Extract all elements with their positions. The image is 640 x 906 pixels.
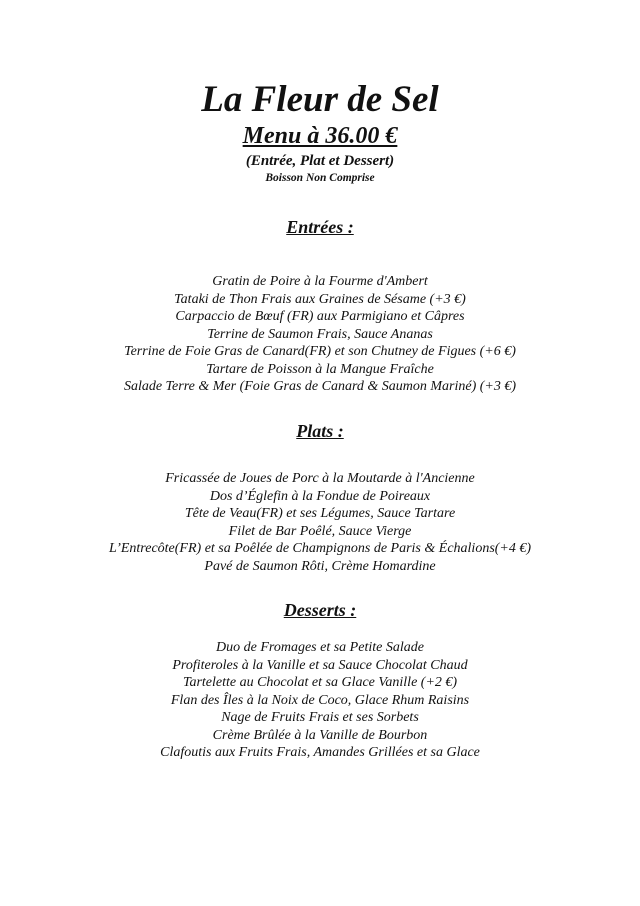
plat-item: Filet de Bar Poêlé, Sauce Vierge	[228, 523, 412, 539]
menu-composition: (Entrée, Plat et Dessert)	[245, 153, 395, 169]
plat-item: Fricassée de Joues de Porc à la Moutarde à l'Ancienne	[165, 471, 475, 486]
entrees-heading	[0, 216, 640, 238]
entree-item: Terrine de Saumon Frais, Sauce Ananas	[207, 326, 433, 342]
desserts-heading-text: Desserts :	[283, 600, 357, 620]
entree-item: Tartare de Poisson à la Mangue Fraîche	[206, 361, 434, 377]
plat-item: Pavé de Saumon Rôti, Crème Homardine	[204, 558, 436, 574]
plats-heading	[0, 420, 640, 442]
dessert-item: Crème Brûlée à la Vanille de Bourbon	[212, 727, 428, 743]
restaurant-name: La Fleur de Sel	[201, 79, 439, 120]
plats-heading-text: Plats :	[296, 421, 344, 441]
dessert-item: Tartelette au Chocolat et sa Glace Vanille (+2 €)	[182, 675, 458, 690]
dessert-item: Nage de Fruits Frais et ses Sorbets	[221, 710, 419, 725]
desserts-heading	[0, 599, 640, 621]
entree-item: Gratin de Poire à la Fourme d'Ambert	[212, 274, 428, 289]
dessert-item: Profiteroles à la Vanille et sa Sauce Chocolat Chaud	[172, 657, 468, 673]
plat-item: Tête de Veau(FR) et ses Légumes, Sauce Tartare	[184, 506, 456, 521]
entree-item: Carpaccio de Bœuf (FR) aux Parmigiano et Câpres	[175, 309, 465, 324]
drinks-note: Boisson Non Comprise	[265, 172, 375, 184]
plat-item: Dos d’Églefin à la Fondue de Poireaux	[209, 488, 431, 504]
entree-item: Salade Terre & Mer (Foie Gras de Canard & Saumon Mariné) (+3 €)	[123, 379, 517, 394]
entree-item: Tataki de Thon Frais aux Graines de Sésame (+3 €)	[174, 291, 466, 307]
entree-item: Terrine de Foie Gras de Canard(FR) et son Chutney de Figues (+6 €)	[124, 344, 516, 359]
dessert-item: Clafoutis aux Fruits Frais, Amandes Grillées et sa Glace	[160, 745, 480, 760]
plat-item: L’Entrecôte(FR) et sa Poêlée de Champignons de Paris & Échalions(+4 €)	[108, 541, 532, 556]
dessert-item: Flan des Îles à la Noix de Coco, Glace Rhum Raisins	[170, 692, 470, 708]
plats-list	[0, 470, 640, 575]
dessert-item: Duo de Fromages et sa Petite Salade	[216, 640, 424, 655]
entrees-heading-text: Entrées :	[286, 217, 354, 237]
desserts-list	[0, 639, 640, 762]
menu-price: Menu à 36.00 €	[242, 123, 398, 149]
entrees-list	[0, 273, 640, 396]
